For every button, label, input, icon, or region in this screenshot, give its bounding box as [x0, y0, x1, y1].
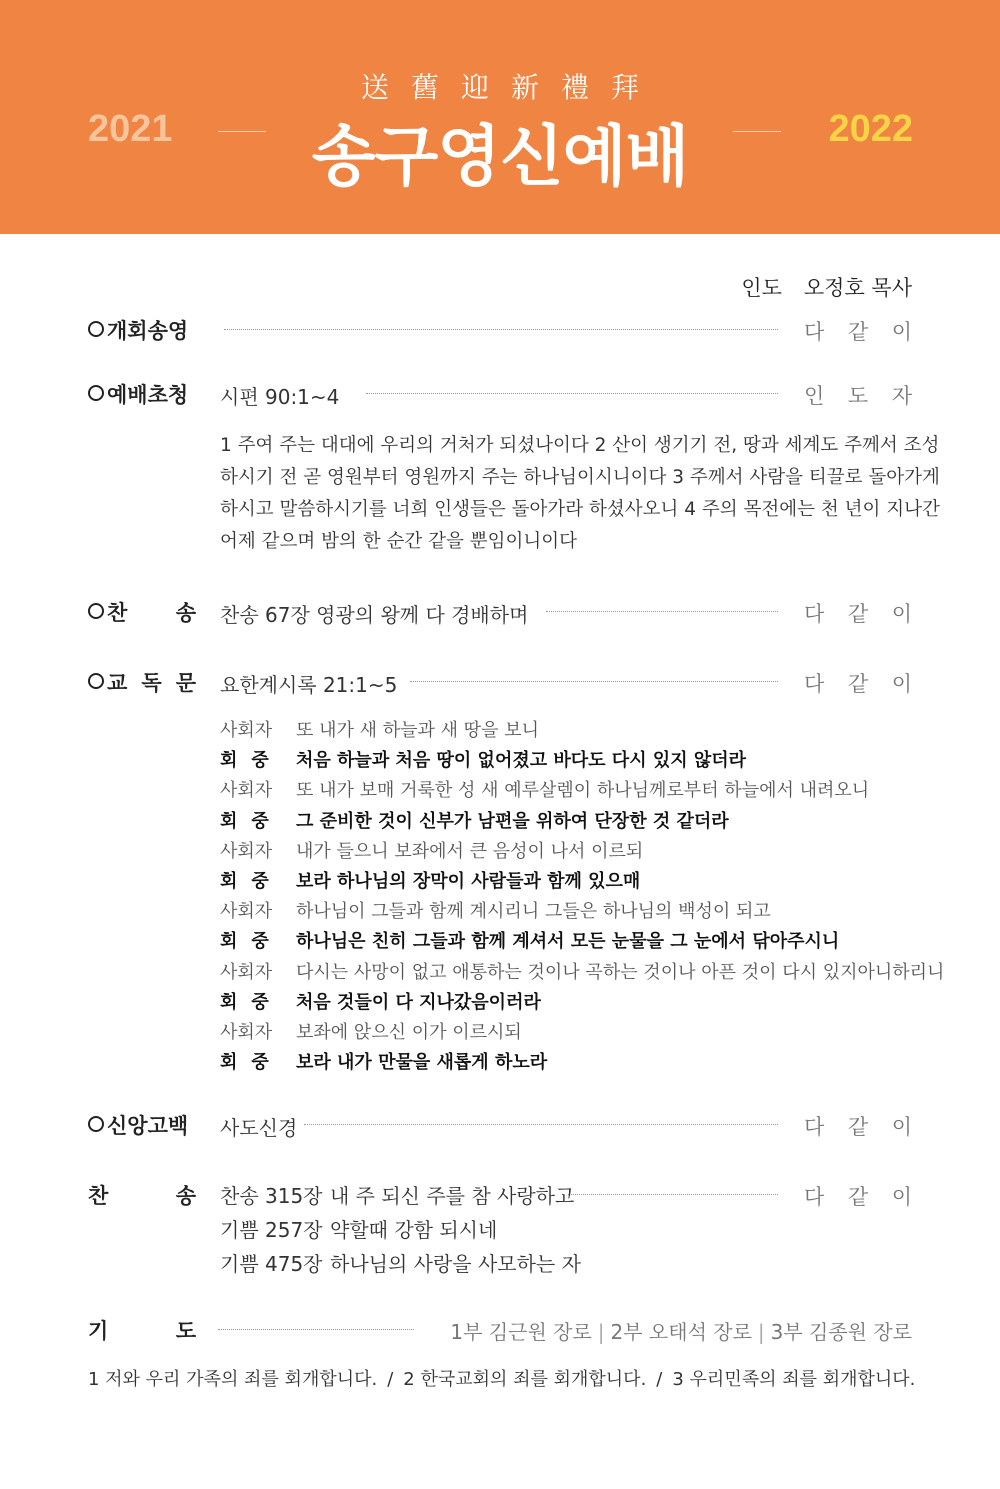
item-sub: 요한계시록 21:1~5 [220, 673, 398, 697]
reading-line: 회중 처음 하늘과 처음 땅이 없어졌고 바다도 다시 있지 않더라 [220, 750, 747, 772]
circle-bullet-icon [88, 321, 104, 337]
item-performer: 다 같 이 [804, 1185, 912, 1209]
item-call-to-worship [88, 379, 912, 411]
reading-line: 회중 처음 것들이 다 지나갔음이러라 [220, 991, 541, 1013]
item-label: 신앙고백 [88, 1110, 188, 1140]
hymn-entry: 기쁨 475장 하나님의 사랑을 사모하는 자 [220, 1252, 581, 1276]
reading-line: 회중 보라 하나님의 장막이 사람들과 함께 있으매 [220, 871, 641, 893]
leader-role: 인도 [741, 276, 782, 300]
item-performer: 다 같 이 [804, 320, 912, 344]
item-performer: 다 같 이 [804, 672, 912, 696]
reading-line: 회중 하나님은 친히 그들과 함께 계셔서 모든 눈물을 그 눈에서 닦아주시니 [220, 931, 840, 953]
year-left: 2021 [88, 108, 173, 150]
item-sub: 사도신경 [220, 1116, 298, 1140]
page-title: 송구영신예배 [311, 118, 689, 195]
reading-line: 사회자 내가 들으니 보좌에서 큰 음성이 나서 이르되 [220, 840, 644, 862]
item-sub: 시편 90:1~4 [220, 385, 340, 409]
reading-line: 회중 그 준비한 것이 신부가 남편을 위하여 단장한 것 같더라 [220, 810, 729, 832]
item-creed [88, 1110, 912, 1142]
reading-line: 회중 보라 내가 만물을 새롭게 하노라 [220, 1052, 548, 1074]
reading-line: 사회자 보좌에 앉으신 이가 이르시되 [220, 1021, 522, 1043]
item-label: 교 독 문 [88, 667, 196, 697]
divider-right [733, 131, 781, 132]
circle-bullet-icon [88, 603, 104, 619]
item-label: 개회송영 [88, 315, 188, 345]
item-opening-doxology [88, 315, 912, 347]
dotted-leader [304, 1124, 778, 1125]
hanja-title: 送舊迎新禮拜 [360, 71, 661, 104]
reading-line: 사회자 하나님이 그들과 함께 계시리니 그들은 하나님의 백성이 되고 [220, 901, 771, 923]
psalm-text: 1 주여 주는 대대에 우리의 거처가 되셨나이다 2 산이 생기기 전, 땅과 세계도 주께서 조성 하시기 전 곧 영원부터 영원까지 주는 하나님이시니이다 3 주께서 사람을 티끌로 돌아가게 하시고 말씀하시기를 너희 인생들은 돌아가라 하셨사오니 4 주의 목전에는 천 년이 지나간 어제 같으며 밤의 한 순간 같을 뿐임이니이다 [220, 435, 940, 552]
dotted-leader [366, 393, 778, 394]
item-sub: 찬송 67장 영광의 왕께 다 경배하며 [220, 603, 529, 627]
item-label: 기 도 [88, 1319, 196, 1343]
service-leader [741, 272, 912, 302]
year-right: 2022 [828, 108, 913, 150]
item-performer: 인 도 자 [804, 384, 912, 408]
item-performer: 다 같 이 [804, 1115, 912, 1139]
dotted-leader [224, 329, 778, 330]
hymn-entry: 찬송 315장 내 주 되신 주를 참 사랑하고 [220, 1184, 575, 1208]
header-banner [0, 0, 1000, 234]
item-label: 예배초청 [88, 379, 188, 409]
reading-line: 사회자 또 내가 보매 거룩한 성 새 예루살렘이 하나님께로부터 하늘에서 내려오니 [220, 780, 870, 802]
hymn-list [220, 1180, 581, 1282]
dotted-leader [410, 681, 778, 682]
circle-bullet-icon [88, 1116, 104, 1132]
item-responsive-reading [88, 667, 912, 699]
item-label: 찬 송 [88, 597, 196, 627]
circle-bullet-icon [88, 385, 104, 401]
dotted-leader [568, 1194, 778, 1195]
item-label: 찬 송 [88, 1184, 196, 1208]
hymn-entry: 기쁨 257장 약할때 강함 되시네 [220, 1218, 498, 1242]
item-hymn-1 [88, 597, 912, 629]
prayer-leaders: 1부 김근원 장로 | 2부 오태석 장로 | 3부 김종원 장로 [450, 1320, 912, 1344]
circle-bullet-icon [88, 673, 104, 689]
dotted-leader [546, 611, 778, 612]
item-performer: 다 같 이 [804, 602, 912, 626]
leader-name: 오정호 목사 [803, 276, 912, 300]
reading-line: 사회자 다시는 사망이 없고 애통하는 것이나 곡하는 것이나 아픈 것이 다시 있지아니하리니 [220, 961, 945, 983]
responsive-reading [220, 714, 945, 1076]
reading-line: 사회자 또 내가 새 하늘과 새 땅을 보니 [220, 720, 539, 742]
dotted-leader [218, 1329, 414, 1330]
prayer-topics: 1 저와 우리 가족의 죄를 회개합니다. / 2 한국교회의 죄를 회개합니다. / 3 우리민족의 죄를 회개합니다. [88, 1369, 916, 1390]
